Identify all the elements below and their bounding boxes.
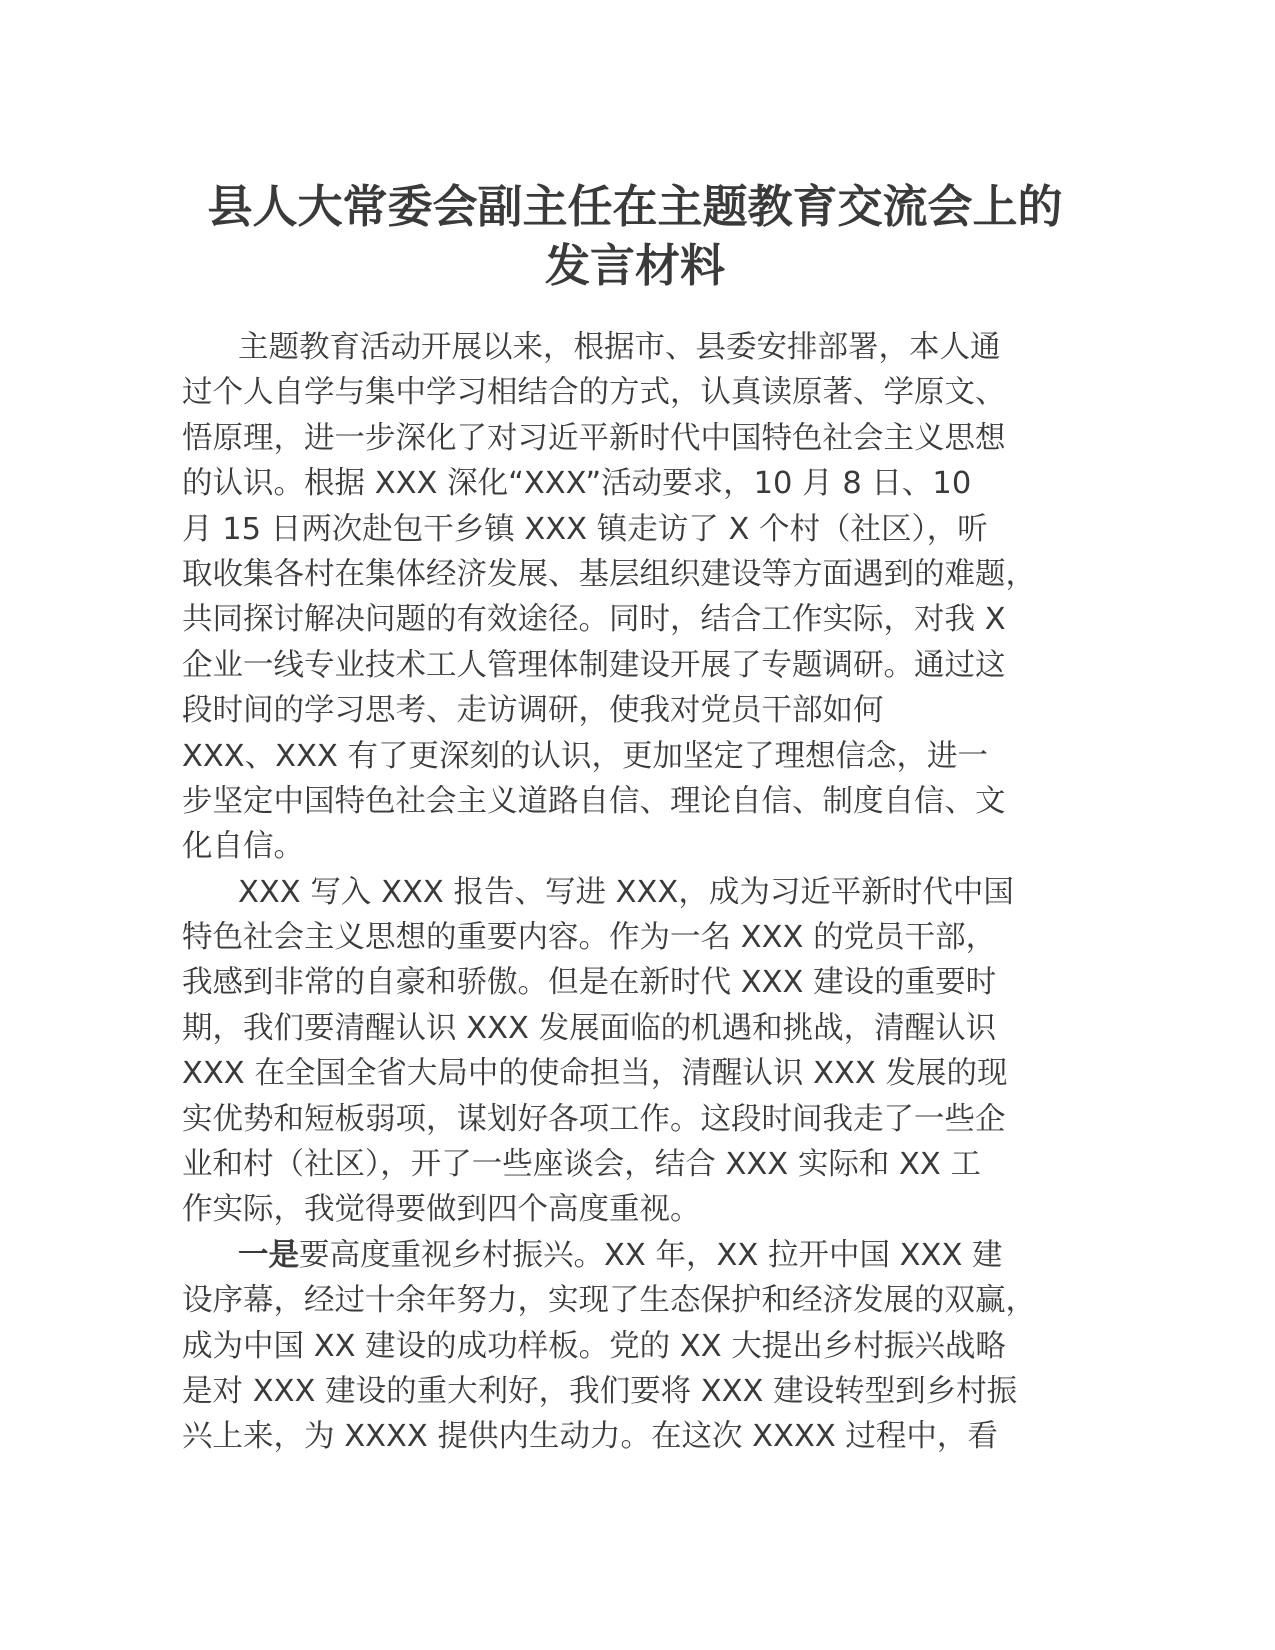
- paragraph-1-line: 企业一线专业技术工人管理体制建设开展了专题调研。通过这: [182, 647, 1006, 683]
- paragraph-1-line: 化自信。: [182, 829, 304, 865]
- paragraph-1-line: 过个人自学与集中学习相结合的方式，认真读原著、学原文、: [182, 375, 1006, 411]
- paragraph-3-lead: 一是: [238, 1237, 299, 1273]
- paragraph-2-line: 特色社会主义思想的重要内容。作为一名 XXX 的党员干部，: [182, 920, 997, 956]
- paragraph-2-line: 实优势和短板弱项，谋划好各项工作。这段时间我走了一些企: [182, 1101, 1006, 1137]
- paragraph-1-line: 月 15 日两次赴包干乡镇 XXX 镇走访了 X 个村（社区），听: [182, 511, 988, 547]
- paragraph-3-line: 成为中国 XX 建设的成功样板。党的 XX 大提出乡村振兴战略: [182, 1328, 1006, 1364]
- paragraph-1-line: 悟原理，进一步深化了对习近平新时代中国特色社会主义思想: [182, 420, 1006, 456]
- paragraph-2-line: 我感到非常的自豪和骄傲。但是在新时代 XXX 建设的重要时: [182, 965, 997, 1001]
- document-body: [182, 325, 1062, 1460]
- paragraph-2-line: 业和村（社区），开了一些座谈会，结合 XXX 实际和 XX 工: [182, 1147, 982, 1183]
- paragraph-3-first-line: [182, 1233, 1062, 1278]
- paragraph-1-line: 的认识。根据 XXX 深化“XXX”活动要求，10 月 8 日、10: [182, 466, 972, 502]
- paragraph-1-line: XXX、XXX 有了更深刻的认识，更加坚定了理想信念，进一: [182, 738, 989, 774]
- paragraph-1-line: 段时间的学习思考、走访调研，使我对党员干部如何: [182, 693, 884, 729]
- paragraph-3-first-rest: 要高度重视乡村振兴。XX 年，XX 拉开中国 XXX 建: [299, 1237, 1003, 1273]
- document-title: [160, 177, 1110, 295]
- paragraph-1-line: 步坚定中国特色社会主义道路自信、理论自信、制度自信、文: [182, 783, 1006, 819]
- paragraph-2-line: 期，我们要清醒认识 XXX 发展面临的机遇和挑战，清醒认识: [182, 1010, 997, 1046]
- paragraph-2-line: XXX 在全国全省大局中的使命担当，清醒认识 XXX 发展的现: [182, 1056, 1008, 1092]
- paragraph-2-line: 作实际，我觉得要做到四个高度重视。: [182, 1192, 701, 1228]
- paragraph-2-line: XXX 写入 XXX 报告、写进 XXX，成为习近平新时代中国: [238, 874, 1014, 910]
- paragraph-1-line: 主题教育活动开展以来，根据市、县委安排部署，本人通: [238, 330, 1001, 365]
- title-line: 县人大常委会副主任在主题教育交流会上的: [207, 180, 1063, 233]
- title-line: 发言材料: [544, 239, 725, 292]
- paragraph-3-line: 兴上来，为 XXXX 提供内生动力。在这次 XXXX 过程中，看: [182, 1419, 998, 1455]
- paragraph-1-line: 取收集各村在集体经济发展、基层组织建设等方面遇到的难题，: [182, 556, 1036, 592]
- paragraph-3-line: 设序幕，经过十余年努力，实现了生态保护和经济发展的双赢，: [182, 1283, 1036, 1319]
- paragraph-1-line: 共同探讨解决问题的有效途径。同时，结合工作实际，对我 X: [182, 602, 1006, 638]
- paragraph-3-line: 是对 XXX 建设的重大利好，我们要将 XXX 建设转型到乡村振: [182, 1373, 1018, 1409]
